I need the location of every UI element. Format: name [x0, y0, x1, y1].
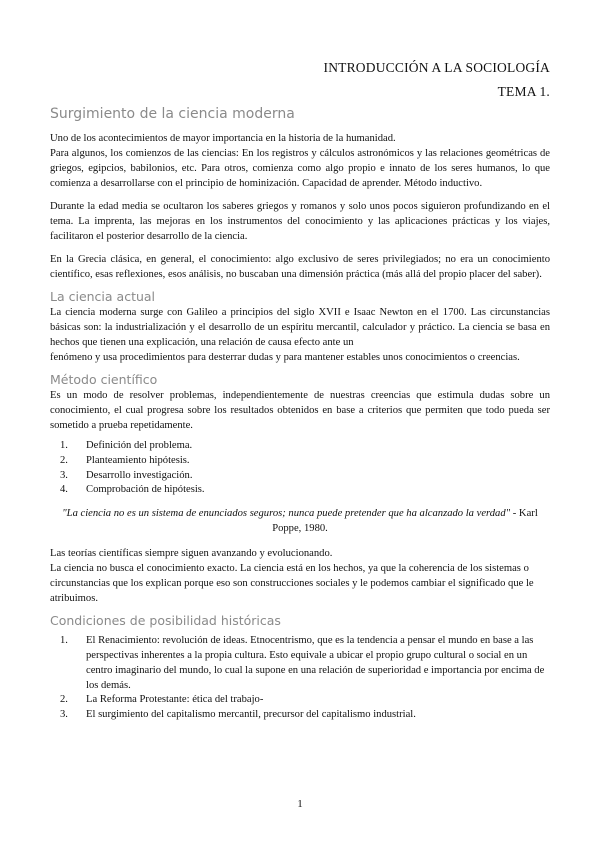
quote-author: - Karl Poppe, 1980. [272, 508, 538, 535]
list-item [50, 693, 550, 708]
list-text: La Reforma Protestante: ética del trabajo- [86, 694, 264, 706]
quote-text: "La ciencia no es un sistema de enunciados seguros; nunca puede pretender que ha alcanzado la verdad" [62, 508, 511, 520]
paragraph: En la Grecia clásica, en general, el conocimiento: algo exclusivo de seres privilegiados; no era un conocimiento científico, esas reflexiones, esos análisis, no buscaban una dimensión práctica (más allá del propio placer del saber). [50, 254, 550, 280]
list-item [50, 454, 550, 469]
list-number: 3. [60, 469, 68, 481]
list-number: 2. [60, 694, 68, 706]
method-steps-list [50, 439, 550, 498]
section-heading-metodo: Método científico [50, 372, 158, 387]
paragraph: Las teorías científicas siempre siguen avanzando y evolucionando. [50, 548, 333, 560]
paragraph: Para algunos, los comienzos de las ciencias: En los registros y cálculos astronómicos y las relaciones geométricas de griegos, egipcios, babilonios, etc. Para otros, comienza como algo propio e innato de los seres humanos, lo que comienza a desarrollarse con el principio de hominización. Capacidad de aprender. Método inductivo. [50, 148, 550, 189]
list-text: Desarrollo investigación. [86, 469, 193, 481]
section-heading-surgimiento: Surgimiento de la ciencia moderna [50, 106, 295, 122]
section-heading-ciencia-actual: La ciencia actual [50, 289, 156, 304]
list-text: Definición del problema. [86, 440, 193, 451]
list-text: El Renacimiento: revolución de ideas. Etnocentrismo, que es la tendencia a pensar el mundo en base a las perspectivas inherentes a la propia cultura. Esto equivale a ubicar el propio grupo cultural o social en un centro imaginario del mundo, lo cual la supone en una relación de superioridad e importancia por encima de los demás. [86, 635, 545, 691]
list-number: 4. [60, 484, 68, 496]
list-item [50, 483, 550, 498]
section-heading-condiciones: Condiciones de posibilidad históricas [50, 613, 281, 629]
page-content [50, 106, 550, 727]
list-text: Planteamiento hipótesis. [86, 454, 190, 466]
quote-block [62, 506, 538, 536]
list-number: 3. [60, 709, 68, 721]
list-number: 1. [60, 635, 68, 647]
paragraph: fenómeno y usa procedimientos para desterrar dudas y para mantener estables unos conocimientos o creencias. [50, 352, 520, 363]
topic-number: TEMA 1. [497, 84, 550, 99]
list-text: Comprobación de hipótesis. [86, 484, 205, 496]
list-item [50, 439, 550, 454]
list-item [50, 708, 550, 723]
list-item [50, 634, 550, 693]
page-number: 1 [297, 798, 303, 810]
paragraph: Es un modo de resolver problemas, independientemente de nuestras creencias que estimula dudas sobre un conocimiento, el cual progresa sobre los resultados obtenidos en base a criterios que permiten que todo pueda ser sometido a prueba repetidamente. [50, 390, 550, 431]
paragraph: La ciencia moderna surge con Galileo a principios del siglo XVII e Isaac Newton en el 1700. Las circunstancias básicas son: la industrialización y el desarrollo de un espíritu mercantil, calculador y práctico. La ciencia se basa en hechos que tienen una explicación, una relación de causa efecto ante un [50, 307, 550, 348]
historical-conditions-list [50, 634, 550, 723]
paragraph: La ciencia no busca el conocimiento exacto. La ciencia está en los hechos, ya que la coherencia de los sistemas o circunstancias que los explican porque eso son construcciones sociales y le podemos cambiar el significado que le atribuimos. [50, 563, 534, 605]
list-number: 1. [60, 440, 68, 451]
paragraph: Uno de los acontecimientos de mayor importancia en la historia de la humanidad. [50, 133, 396, 144]
list-text: El surgimiento del capitalismo mercantil, precursor del capitalismo industrial. [86, 709, 416, 721]
list-item [50, 469, 550, 484]
course-title: INTRODUCCIÓN A LA SOCIOLOGÍA [323, 60, 550, 75]
paragraph: Durante la edad media se ocultaron los saberes griegos y romanos y solo unos pocos siguieron profundizando en el tema. La imprenta, las mejoras en los instrumentos del conocimiento y las aplicaciones prácticas y los viajes, facilitaron el posterior desarrollo de la ciencia. [50, 201, 550, 242]
list-number: 2. [60, 454, 68, 466]
